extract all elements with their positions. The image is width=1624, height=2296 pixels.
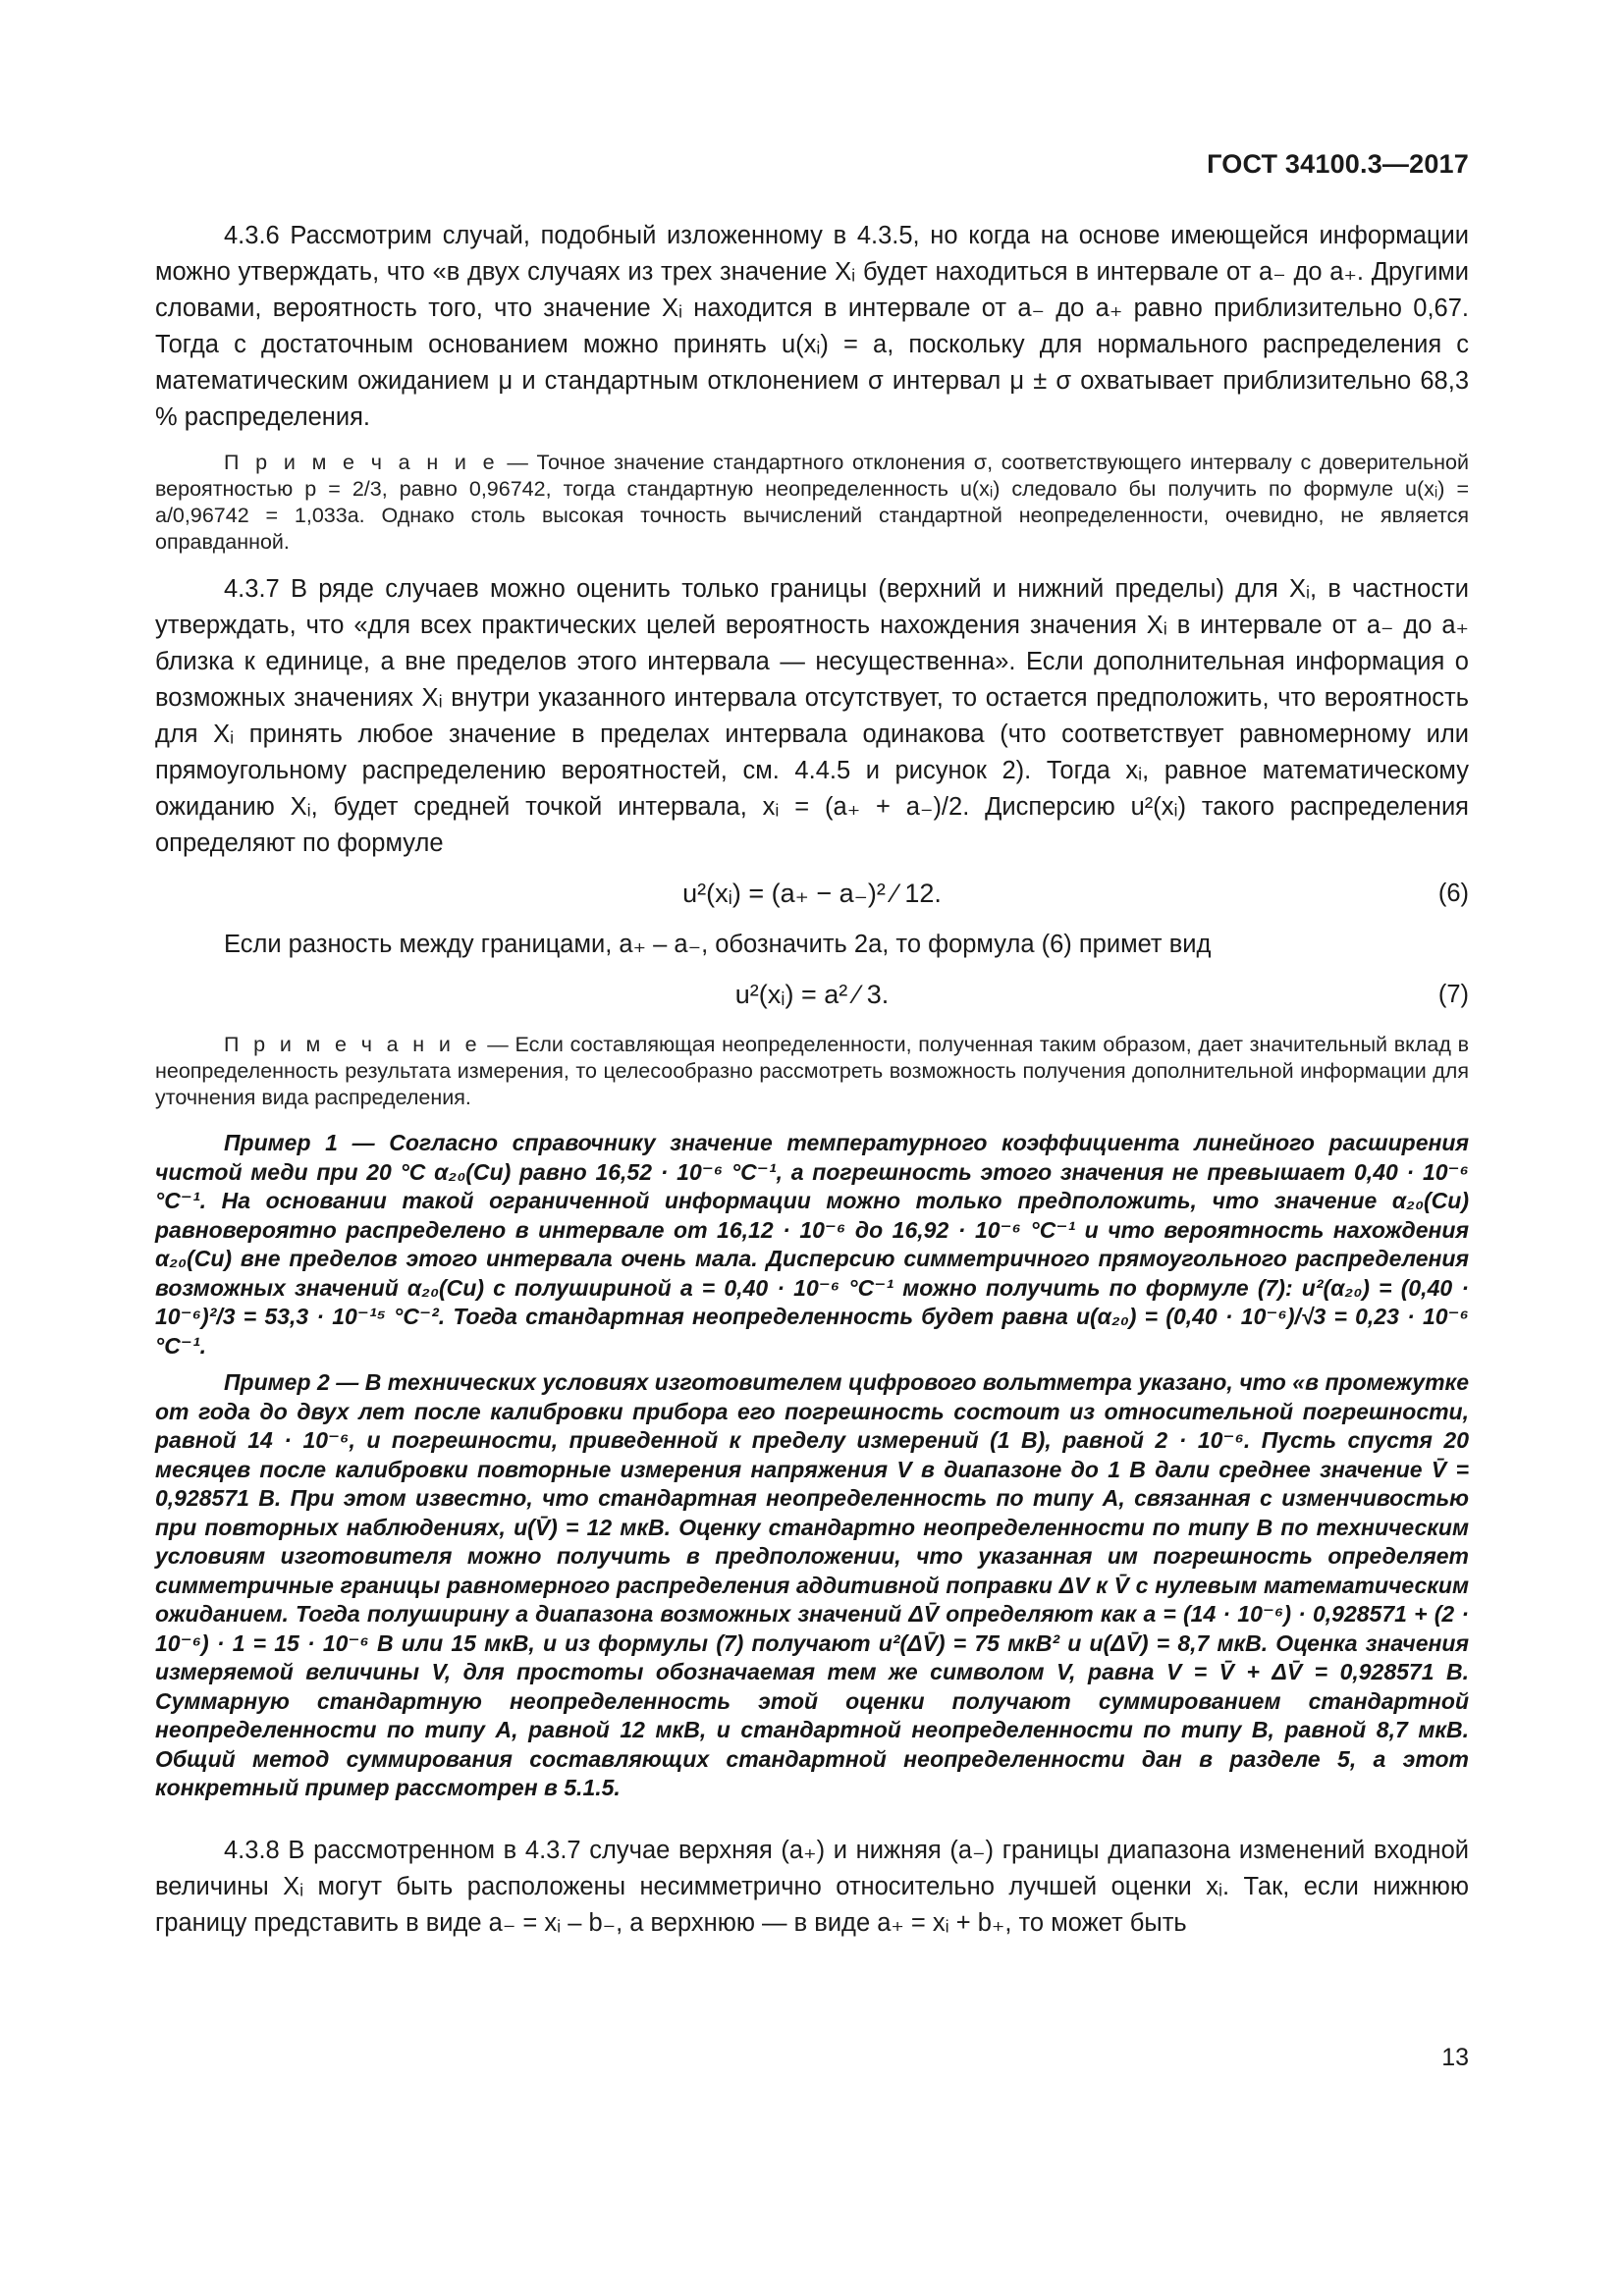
page-content bbox=[155, 218, 1469, 1947]
formula-7-number: (7) bbox=[1437, 981, 1469, 1008]
formula-7-expression: u²(xᵢ) = a² ⁄ 3. bbox=[734, 980, 890, 1009]
paragraph-4-3-8: 4.3.8 В рассмотренном в 4.3.7 случае верхняя (a₊) и нижняя (a₋) границы диапазона изменений входной величины Xᵢ могут быть расположены несимметрично относительно лучшей оценки xᵢ. Так, если нижнюю границу представить в виде a₋ = xᵢ – b₋, а верхнюю — в виде a₊ = xᵢ + b₊, то может быть bbox=[155, 1836, 1469, 1937]
example-2 bbox=[155, 1368, 1469, 1803]
note-1-label: П р и м е ч а н и е bbox=[224, 451, 499, 474]
standard-header: ГОСТ 34100.3—2017 bbox=[1207, 149, 1469, 179]
note-2 bbox=[155, 1032, 1469, 1111]
formula-7 bbox=[155, 971, 1469, 1018]
formula-6-expression: u²(xᵢ) = (a₊ − a₋)² ⁄ 12. bbox=[682, 879, 942, 908]
note-2-text: — Если составляющая неопределенности, полученная таким образом, дает значительный вклад в неопределенность результата измерения, то целесообразно рассмотреть возможность получения дополнительной информации для уточнения вида распределения. bbox=[155, 1033, 1470, 1109]
formula-6 bbox=[155, 870, 1469, 917]
note-1-text: — Точное значение стандартного отклонения σ, соответствующего интервалу с доверительной вероятностью p = 2/3, равно 0,96742, тогда стандартную неопределенность u(xᵢ) следовало бы получить по формуле u(xᵢ) = a/0,96742 = 1,033a. Однако столь высокая точность вычислений стандартной неопределенности, очевидно, не является оправданной. bbox=[155, 451, 1469, 554]
paragraph-4-3-6: 4.3.6 Рассмотрим случай, подобный изложенному в 4.3.5, но когда на основе имеющейся информации можно утверждать, что «в двух случаях из трех значение Xᵢ будет находиться в интервале от a₋ до a₊. Другими словами, вероятность того, что значение Xᵢ находится в интервале от a₋ до a₊ равно приблизительно 0,67. Тогда с достаточным основанием можно принять u(xᵢ) = a, поскольку для нормального распределения с математическим ожиданием μ и стандартным отклонением σ интервал μ ± σ охватывает приблизительно 68,3 % распределения. bbox=[155, 222, 1469, 431]
paragraph-between-formulas: Если разность между границами, a₊ – a₋, обозначить 2a, то формула (6) примет вид bbox=[224, 931, 1212, 958]
example-1 bbox=[155, 1129, 1469, 1361]
page-number: 13 bbox=[1441, 2044, 1469, 2071]
note-1 bbox=[155, 450, 1469, 556]
note-2-label: П р и м е ч а н и е bbox=[224, 1033, 481, 1056]
example-2-text: Пример 2 — В технических условиях изготовителем цифрового вольтметра указано, что «в промежутке от года до двух лет после калибровки прибора его погрешность состоит из относительной погрешности, равной 14 · 10⁻⁶, и погрешности, приведенной к пределу измерений (1 В), равной 2 · 10⁻⁶. Пусть спустя 20 месяцев после калибровки повторные измерения напряжения V в диапазоне до 1 В дали среднее значение V̄ = 0,928571 В. При этом известно, что стандартная неопределенность по типу А, связанная с изменчивостью при повторных наблюдениях, u(V̄) = 12 мкВ. Оценку стандартно неопределенности по типу В по техническим условиям изготовителя можно получить в предположении, что указанная им погрешность определяет симметричные границы равномерного распределения аддитивной поправки ΔV к V̄ с нулевым математическим ожиданием. Тогда полуширину a диапазона возможных значений ΔV̄ определяют как a = (14 · 10⁻⁶) · 0,928571 + (2 · 10⁻⁶) · 1 = 15 · 10⁻⁶ В или 15 мкВ, и из формулы (7) получают u²(ΔV̄) = 75 мкВ² и u(ΔV̄) = 8,7 мкВ. Оценка значения измеряемой величины V, для простоты обозначаемая тем же символом V, равна V = V̄ + ΔV̄ = 0,928571 В. Суммарную стандартную неопределенность этой оценки получают суммированием стандартной неопределенности по типу А, равной 12 мкВ, и стандартной неопределенности по типу В, равной 8,7 мкВ. Общий метод суммирования составляющих стандартной неопределенности дан в разделе 5, а этот конкретный пример рассмотрен в 5.1.5. bbox=[155, 1369, 1469, 1800]
example-1-text: Пример 1 — Согласно справочнику значение температурного коэффициента линейного расширения чистой меди при 20 °С α₂₀(Cu) равно 16,52 · 10⁻⁶ °С⁻¹, а погрешность этого значения не превышает 0,40 · 10⁻⁶ °С⁻¹. На основании такой ограниченной информации можно только предположить, что значение α₂₀(Cu) равновероятно распределено в интервале от 16,12 · 10⁻⁶ до 16,92 · 10⁻⁶ °С⁻¹ и что вероятность нахождения α₂₀(Cu) вне пределов этого интервала очень мала. Дисперсию симметричного прямоугольного распределения возможных значений α₂₀(Cu) с полушириной a = 0,40 · 10⁻⁶ °С⁻¹ можно получить по формуле (7): u²(α₂₀) = (0,40 · 10⁻⁶)²/3 = 53,3 · 10⁻¹⁵ °С⁻². Тогда стандартная неопределенность будет равна u(α₂₀) = (0,40 · 10⁻⁶)/√3 = 0,23 · 10⁻⁶ °С⁻¹. bbox=[155, 1130, 1469, 1359]
formula-6-number: (6) bbox=[1437, 880, 1469, 907]
paragraph-4-3-7: 4.3.7 В ряде случаев можно оценить только границы (верхний и нижний пределы) для Xᵢ, в частности утверждать, что «для всех практических целей вероятность нахождения значения Xᵢ в интервале от a₋ до a₊ близка к единице, а вне пределов этого интервала — несущественна». Если дополнительная информация о возможных значениях Xᵢ внутри указанного интервала отсутствует, то остается предположить, что вероятность для Xᵢ принять любое значение в пределах интервала одинакова (что соответствует равномерному или прямоугольному распределению вероятностей, см. 4.4.5 и рисунок 2). Тогда xᵢ, равное математическому ожиданию Xᵢ, будет средней точкой интервала, xᵢ = (a₊ + a₋)/2. Дисперсию u²(xᵢ) такого распределения определяют по формуле bbox=[155, 575, 1469, 857]
